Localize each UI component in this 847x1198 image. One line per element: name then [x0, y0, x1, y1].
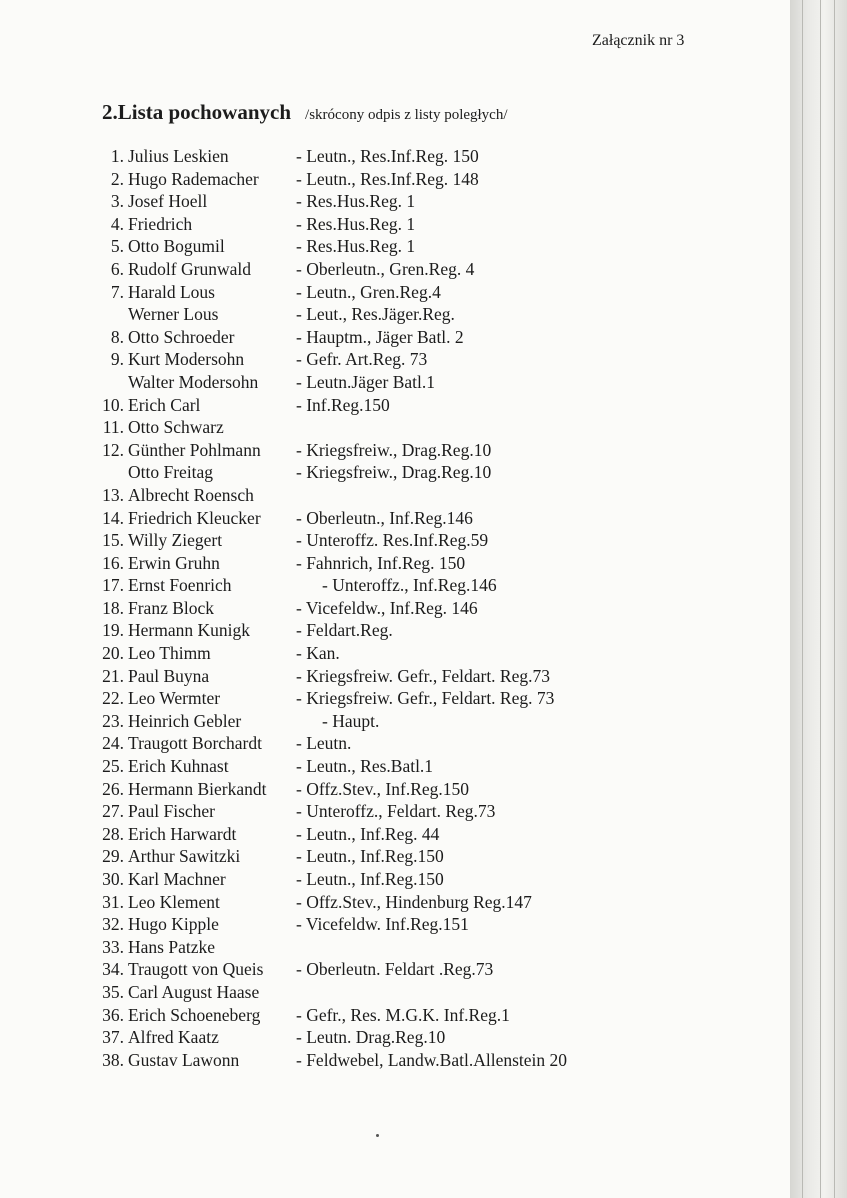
entry-rank: - Leutn., Inf.Reg.150 — [296, 869, 444, 889]
entry-name: Paul Buyna — [128, 665, 210, 686]
entry-number: 36. — [102, 1004, 124, 1025]
entry-name: Carl August Haase — [128, 981, 260, 1002]
entry-name: Karl Machner — [128, 869, 226, 889]
entry-name: Erwin Gruhn — [128, 552, 220, 573]
entry-number: 9. — [110, 349, 124, 370]
entry-number — [80, 371, 128, 394]
entry-rank: - Gefr., Res. M.G.K. Inf.Reg.1 — [296, 1004, 510, 1025]
entry-name: Otto Bogumil — [128, 236, 225, 257]
entry-number — [80, 461, 128, 484]
entry-number: 18. — [102, 597, 124, 618]
list-item — [80, 145, 720, 168]
entry-rank: - Hauptm., Jäger Batl. 2 — [296, 326, 464, 347]
list-item — [80, 326, 720, 349]
entry-rank: - Res.Hus.Reg. 1 — [296, 191, 416, 212]
entry-rank: - Inf.Reg.150 — [296, 394, 390, 415]
entry-number: 28. — [102, 823, 124, 844]
entry-name: Erich Carl — [128, 394, 201, 415]
entry-number: 17. — [102, 575, 124, 596]
list-item — [80, 258, 720, 281]
entry-name: Otto Schroeder — [128, 326, 235, 347]
entry-number: 20. — [102, 643, 124, 664]
entry-rank: - Offz.Stev., Hindenburg Reg.147 — [296, 891, 532, 912]
entry-rank: - Oberleutn., Inf.Reg.146 — [296, 507, 473, 528]
entry-name: Alfred Kaatz — [128, 1027, 219, 1048]
entry-name: Heinrich Gebler — [128, 710, 242, 731]
entry-number: 24. — [102, 733, 124, 754]
list-item — [80, 190, 720, 213]
document-subtitle: /skrócony odpis z listy poległych/ — [305, 107, 508, 123]
entry-number: 30. — [102, 869, 124, 889]
entry-number — [80, 303, 128, 326]
entry-number: 1. — [110, 146, 124, 166]
entry-rank: - Offz.Stev., Inf.Reg.150 — [296, 778, 470, 799]
entry-name: Traugott von Queis — [128, 959, 264, 980]
entry-name: Albrecht Roensch — [128, 484, 254, 505]
list-item — [80, 665, 720, 688]
list-item — [80, 778, 720, 801]
entry-name: Walter Modersohn — [128, 371, 259, 392]
entry-name: Rudolf Grunwald — [128, 258, 251, 279]
document-title-block — [102, 100, 508, 125]
list-item — [80, 619, 720, 642]
list-item — [80, 823, 720, 846]
entry-number: 38. — [102, 1049, 124, 1070]
entry-name: Erich Harwardt — [128, 823, 237, 844]
list-item — [80, 529, 720, 552]
entry-name: Hermann Bierkandt — [128, 778, 267, 799]
entry-number: 31. — [102, 891, 124, 912]
entry-name: Erich Schoeneberg — [128, 1004, 261, 1025]
list-item — [80, 1026, 720, 1049]
entry-rank: - Unteroffz., Feldart. Reg.73 — [296, 801, 496, 822]
entry-rank: - Leutn., Res.Batl.1 — [296, 756, 434, 777]
entry-number: 26. — [102, 778, 124, 799]
list-item — [80, 936, 720, 959]
entry-name: Ernst Foenrich — [128, 575, 232, 596]
entry-name: Leo Wermter — [128, 688, 221, 709]
entry-name: Julius Leskien — [128, 146, 229, 166]
entry-rank: - Fahnrich, Inf.Reg. 150 — [296, 552, 466, 573]
entry-number: 4. — [110, 213, 124, 234]
entry-rank: - Leutn., Res.Inf.Reg. 150 — [296, 146, 479, 166]
entry-rank: - Feldart.Reg. — [296, 620, 393, 641]
entry-name: Traugott Borchardt — [128, 733, 262, 754]
entry-number: 21. — [102, 665, 124, 686]
entry-name: Arthur Sawitzki — [128, 846, 241, 867]
list-item — [80, 168, 720, 191]
entry-name: Werner Lous — [128, 304, 219, 325]
list-item — [80, 213, 720, 236]
entry-number: 29. — [102, 846, 124, 867]
entry-number: 27. — [102, 801, 124, 822]
entry-rank: - Kriegsfreiw. Gefr., Feldart. Reg.73 — [296, 665, 550, 686]
entry-rank: - Kriegsfreiw. Gefr., Feldart. Reg. 73 — [296, 688, 555, 709]
list-item — [80, 597, 720, 620]
list-item — [80, 394, 720, 417]
entry-name: Erich Kuhnast — [128, 756, 229, 777]
entry-number: 13. — [102, 484, 124, 505]
entry-rank: - Kan. — [296, 643, 340, 664]
list-item — [80, 710, 720, 733]
entry-name: Gustav Lawonn — [128, 1049, 240, 1070]
entry-rank: - Kriegsfreiw., Drag.Reg.10 — [296, 439, 492, 460]
entry-number: 7. — [110, 281, 124, 302]
annex-label: Załącznik nr 3 — [592, 32, 685, 49]
list-item — [80, 800, 720, 823]
list-item — [80, 484, 720, 507]
entry-rank: - Leutn., Inf.Reg. 44 — [296, 823, 440, 844]
entry-number: 6. — [110, 258, 124, 279]
page-edge-shadow — [790, 0, 847, 1198]
entry-rank: - Oberleutn., Gren.Reg. 4 — [296, 258, 475, 279]
list-item — [80, 868, 720, 891]
entry-rank: - Feldwebel, Landw.Batl.Allenstein 20 — [296, 1049, 568, 1070]
entry-name: Leo Thimm — [128, 643, 211, 664]
entry-number: 25. — [102, 756, 124, 777]
entry-number: 8. — [110, 326, 124, 347]
list-item — [80, 348, 720, 371]
entry-name: Paul Fischer — [128, 801, 216, 822]
list-item — [80, 958, 720, 981]
list-item — [80, 303, 720, 326]
entry-number: 23. — [102, 710, 124, 731]
entry-name: Hans Patzke — [128, 936, 215, 957]
stray-mark — [376, 1134, 379, 1137]
entry-rank: - Haupt. — [322, 710, 380, 731]
entry-name: Hugo Kipple — [128, 914, 219, 935]
entry-name: Otto Schwarz — [128, 417, 224, 438]
entry-number: 19. — [102, 620, 124, 641]
list-item — [80, 416, 720, 439]
entry-number: 33. — [102, 936, 124, 957]
entry-number: 14. — [102, 507, 124, 528]
entry-rank: - Kriegsfreiw., Drag.Reg.10 — [296, 462, 492, 483]
entry-rank: - Res.Hus.Reg. 1 — [296, 236, 416, 257]
entry-number: 3. — [110, 191, 124, 212]
entry-name: Hermann Kunigk — [128, 620, 250, 641]
entry-rank: - Leutn.Jäger Batl.1 — [296, 371, 435, 392]
entry-name: Leo Klement — [128, 891, 220, 912]
entry-rank: - Leutn., Gren.Reg.4 — [296, 281, 441, 302]
entry-name: Friedrich — [128, 213, 193, 234]
entry-rank: - Vicefeldw. Inf.Reg.151 — [296, 914, 469, 935]
list-item — [80, 507, 720, 530]
list-item — [80, 755, 720, 778]
entry-number: 32. — [102, 914, 124, 935]
list-item — [80, 891, 720, 914]
list-item — [80, 235, 720, 258]
list-item — [80, 732, 720, 755]
entry-name: Friedrich Kleucker — [128, 507, 261, 528]
entry-rank: - Leutn., Res.Inf.Reg. 148 — [296, 168, 479, 189]
entry-number: 16. — [102, 552, 124, 573]
entry-name: Willy Ziegert — [128, 530, 223, 551]
entry-number: 35. — [102, 981, 124, 1002]
list-item — [80, 552, 720, 575]
entry-name: Franz Block — [128, 597, 215, 618]
entry-name: Kurt Modersohn — [128, 349, 245, 370]
entry-rank: - Unteroffz., Inf.Reg.146 — [322, 575, 497, 596]
entry-rank: - Gefr. Art.Reg. 73 — [296, 349, 428, 370]
entry-number: 37. — [102, 1027, 124, 1048]
entry-rank: - Leutn. — [296, 733, 352, 754]
entry-number: 15. — [102, 530, 124, 551]
entry-name: Harald Lous — [128, 281, 215, 302]
entry-rank: - Unteroffz. Res.Inf.Reg.59 — [296, 530, 489, 551]
entry-number: 22. — [102, 688, 124, 709]
entry-name: Josef Hoell — [128, 191, 208, 212]
entry-number: 34. — [102, 959, 124, 980]
document-title: 2.Lista pochowanych — [102, 100, 292, 124]
entry-number: 10. — [102, 394, 124, 415]
entry-rank: - Res.Hus.Reg. 1 — [296, 213, 416, 234]
list-item — [80, 642, 720, 665]
list-item — [80, 439, 720, 462]
entry-number: 11. — [102, 417, 124, 438]
entry-name: Otto Freitag — [128, 462, 214, 483]
list-item — [80, 371, 720, 394]
list-item — [80, 687, 720, 710]
entry-rank: - Oberleutn. Feldart .Reg.73 — [296, 959, 494, 980]
list-item — [80, 845, 720, 868]
entry-rank: - Leut., Res.Jäger.Reg. — [296, 304, 455, 325]
entry-name: Hugo Rademacher — [128, 168, 259, 189]
list-item — [80, 1049, 720, 1072]
entry-rank: - Vicefeldw., Inf.Reg. 146 — [296, 597, 478, 618]
entry-number: 2. — [110, 168, 124, 189]
entry-rank: - Leutn., Inf.Reg.150 — [296, 846, 444, 867]
list-item — [80, 981, 720, 1004]
list-item — [80, 913, 720, 936]
entry-rank: - Leutn. Drag.Reg.10 — [296, 1027, 446, 1048]
entry-number: 12. — [102, 439, 124, 460]
entry-number: 5. — [110, 236, 124, 257]
burial-list — [80, 145, 720, 1071]
list-item — [80, 461, 720, 484]
list-item — [80, 281, 720, 304]
list-item — [80, 1004, 720, 1027]
list-item — [80, 574, 720, 597]
entry-name: Günther Pohlmann — [128, 439, 261, 460]
